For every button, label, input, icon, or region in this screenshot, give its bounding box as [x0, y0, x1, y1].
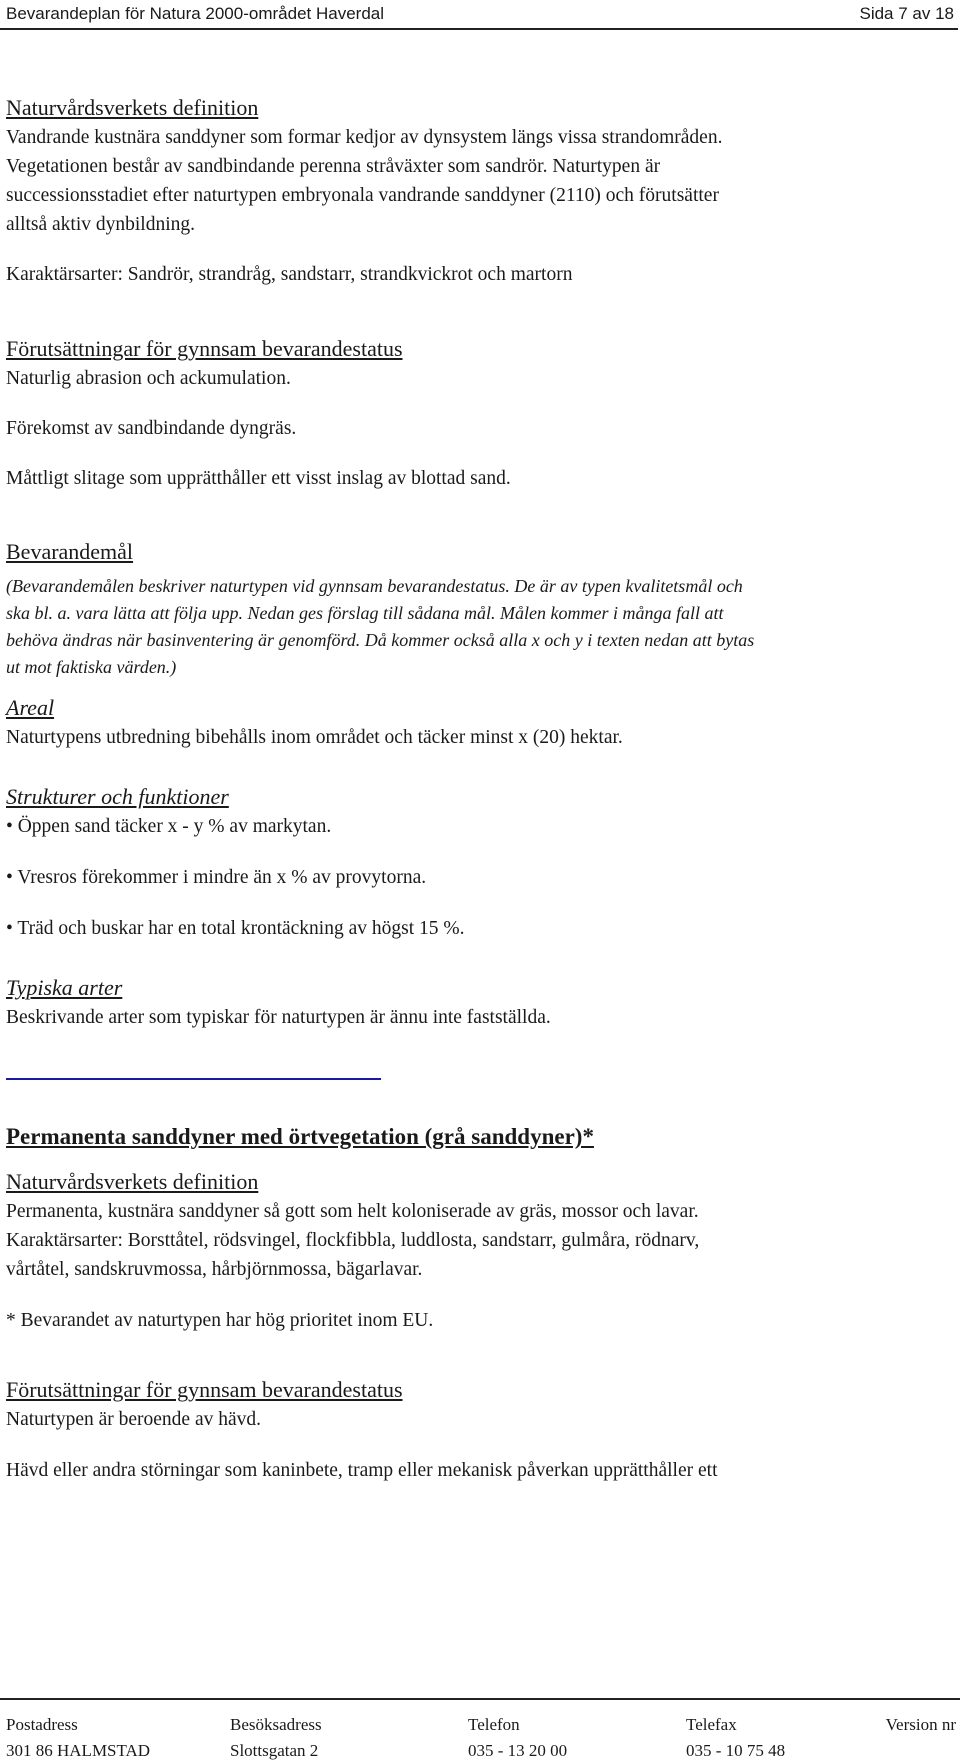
section-heading-definition: Naturvårdsverkets definition [6, 95, 259, 120]
footer-label-visiting: Besöksadress [230, 1715, 322, 1734]
section-heading-definition: Naturvårdsverkets definition [6, 1169, 259, 1194]
goals-note-line: (Bevarandemålen beskriver naturtypen vid gynnsam bevarandestatus. De är av typen kvalitetsmål och [6, 576, 743, 596]
condition-item: Naturlig abrasion och ackumulation. [6, 368, 291, 389]
section-divider [6, 1078, 381, 1080]
definition-line: Karaktärsarter: Borsttåtel, rödsvingel, flockfibbla, luddlosta, sandstarr, gulmåra, rödnarv, [6, 1230, 700, 1251]
areal-text: Naturtypens utbredning bibehålls inom området och täcker minst x (20) hektar. [6, 727, 623, 748]
page-header [0, 0, 958, 30]
definition-line: alltså aktiv dynbildning. [6, 214, 196, 235]
definition-line: Permanenta, kustnära sanddyner så gott som helt koloniserade av gräs, mossor och lavar. [6, 1201, 699, 1222]
footer-fax [686, 1712, 785, 1764]
footer-value-visiting: Slottsgatan 2 [230, 1741, 319, 1760]
definition-line: Vegetationen består av sandbindande perenna stråväxter som sandrör. Naturtypen är [6, 156, 661, 177]
footer-value-phone: 035 - 13 20 00 [468, 1741, 568, 1760]
footer-value-postal: 301 86 HALMSTAD [6, 1741, 151, 1760]
footer-label-phone: Telefon [468, 1715, 520, 1734]
footer-postal [6, 1712, 150, 1764]
priority-note: * Bevarandet av naturtypen har hög prioritet inom EU. [6, 1310, 434, 1331]
habitat-title: Permanenta sanddyner med örtvegetation (grå sanddyner)* [6, 1124, 594, 1149]
page-number: Sida 7 av 18 [859, 4, 954, 23]
section-heading-conditions: Förutsättningar för gynnsam bevarandestatus [6, 336, 403, 361]
subheading-areal: Areal [6, 695, 55, 720]
definition-line: successionsstadiet efter naturtypen embryonala vandrande sanddyner (2110) och förutsätter [6, 185, 719, 206]
section-heading-goals: Bevarandemål [6, 539, 134, 564]
footer-value-fax: 035 - 10 75 48 [686, 1741, 786, 1760]
footer-visiting [230, 1712, 322, 1764]
definition-line: vårtåtel, sandskruvmossa, hårbjörnmossa, bägarlavar. [6, 1259, 423, 1280]
footer-version [886, 1712, 956, 1738]
structure-item: • Träd och buskar har en total krontäckning av högst 15 %. [6, 918, 465, 939]
condition-item: Måttligt slitage som upprätthåller ett visst inslag av blottad sand. [6, 468, 511, 489]
subheading-typical-species: Typiska arter [6, 975, 123, 1000]
condition-item: Naturtypen är beroende av hävd. [6, 1409, 262, 1430]
typical-species-text: Beskrivande arter som typiskar för naturtypen är ännu inte fastställda. [6, 1007, 551, 1028]
structure-item: • Öppen sand täcker x - y % av markytan. [6, 816, 332, 837]
condition-item: Förekomst av sandbindande dyngräs. [6, 418, 297, 439]
page-footer [0, 1698, 960, 1760]
condition-item: Hävd eller andra störningar som kaninbete, tramp eller mekanisk påverkan upprätthåller ett [6, 1460, 718, 1481]
footer-label-fax: Telefax [686, 1715, 737, 1734]
definition-line: Vandrande kustnära sanddyner som formar kedjor av dynsystem längs vissa strandområden. [6, 127, 723, 148]
goals-note-line: ska bl. a. vara lätta att följa upp. Nedan ges förslag till sådana mål. Målen kommer i många fall att [6, 603, 724, 623]
subheading-structures: Strukturer och funktioner [6, 784, 229, 809]
structure-item: • Vresros förekommer i mindre än x % av provytorna. [6, 867, 427, 888]
goals-note-line: ut mot faktiska värden.) [6, 657, 177, 677]
page-content [6, 93, 954, 1485]
section-heading-conditions: Förutsättningar för gynnsam bevarandestatus [6, 1377, 403, 1402]
footer-label-version: Version nr [885, 1715, 956, 1734]
characteristic-species: Karaktärsarter: Sandrör, strandråg, sandstarr, strandkvickrot och martorn [6, 264, 573, 285]
goals-note-line: behöva ändras när basinventering är genomförd. Då kommer också alla x och y i texten nedan att bytas [6, 630, 755, 650]
document-title: Bevarandeplan för Natura 2000-området Haverdal [6, 4, 385, 23]
footer-label-postal: Postadress [6, 1715, 78, 1734]
footer-phone [468, 1712, 567, 1764]
